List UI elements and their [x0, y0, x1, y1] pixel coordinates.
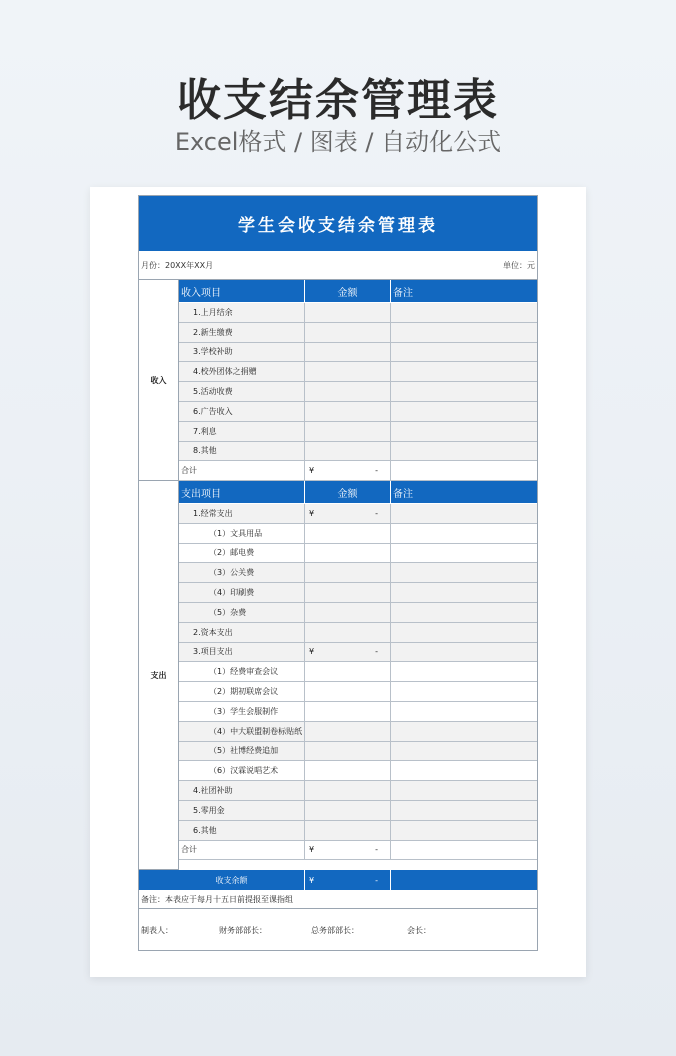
sheet-header: 学生会收支结余管理表 [139, 196, 537, 251]
expense-item-remark[interactable] [391, 662, 537, 681]
income-item-label: 8.其他 [179, 442, 305, 461]
expense-item-label: 3.项目支出 [179, 643, 305, 662]
income-item-remark[interactable] [391, 402, 537, 421]
expense-item-remark[interactable] [391, 841, 537, 860]
income-row [179, 303, 537, 323]
expense-item-remark[interactable] [391, 722, 537, 741]
expense-row [179, 544, 537, 564]
expense-row [179, 722, 537, 742]
expense-item-remark[interactable] [391, 702, 537, 721]
expense-item-amount[interactable] [305, 643, 391, 662]
income-item-label: 4.校外团体之捐赠 [179, 362, 305, 381]
unit-label: 单位：元 [503, 260, 535, 270]
expense-row [179, 821, 537, 841]
expense-item-remark[interactable] [391, 742, 537, 761]
income-item-amount[interactable] [305, 343, 391, 362]
expense-item-label: （3）学生会服制作 [179, 702, 305, 721]
expense-column-header: 支出项目 [179, 481, 305, 503]
expense-item-amount[interactable] [305, 583, 391, 602]
income-item-remark[interactable] [391, 362, 537, 381]
expense-row [179, 623, 537, 643]
expense-item-label: （1）文具用品 [179, 524, 305, 543]
expense-item-remark[interactable] [391, 544, 537, 563]
expense-item-amount[interactable] [305, 801, 391, 820]
yen-symbol: ¥ [309, 647, 315, 657]
expense-item-remark[interactable] [391, 682, 537, 701]
income-item-amount[interactable] [305, 442, 391, 461]
income-item-amount[interactable] [305, 382, 391, 401]
signature-preparer: 制表人： [141, 925, 173, 935]
expense-item-label: （4）中大联盟制卷标贴纸 [179, 722, 305, 741]
balance-row [139, 870, 537, 890]
note-row: 备注：本表应于每月十五日前提报至课指组 [139, 890, 537, 909]
amount-dash: - [375, 845, 378, 855]
expense-item-amount[interactable] [305, 702, 391, 721]
income-item-label: 1.上月结余 [179, 303, 305, 322]
yen-symbol: ¥ [309, 845, 315, 855]
expense-item-label: 2.资本支出 [179, 623, 305, 642]
income-header-row [179, 280, 537, 303]
income-table [179, 280, 537, 481]
income-row [179, 323, 537, 343]
income-item-remark[interactable] [391, 303, 537, 322]
signature-general: 总务部部长： [311, 925, 359, 935]
income-item-label: 7.利息 [179, 422, 305, 441]
expense-item-remark[interactable] [391, 563, 537, 582]
income-item-label: 2.新生缴费 [179, 323, 305, 342]
income-row [179, 461, 537, 481]
amount-dash: - [375, 466, 378, 476]
expense-item-amount[interactable] [305, 544, 391, 563]
balance-dash: - [375, 875, 378, 885]
expense-item-amount[interactable] [305, 623, 391, 642]
expense-item-label: （4）印刷费 [179, 583, 305, 602]
expense-item-label: 5.零用金 [179, 801, 305, 820]
balance-yen: ¥ [309, 875, 315, 885]
expense-item-amount[interactable] [305, 504, 391, 523]
expense-row [179, 662, 537, 682]
expense-row [179, 841, 537, 861]
expense-item-label: （1）经费审查会议 [179, 662, 305, 681]
expense-table [179, 481, 537, 860]
yen-symbol: ¥ [309, 466, 315, 476]
expense-row [179, 761, 537, 781]
income-item-remark[interactable] [391, 343, 537, 362]
income-row [179, 382, 537, 402]
page-title: 收支结余管理表 [177, 75, 499, 126]
expense-item-remark[interactable] [391, 821, 537, 840]
expense-row [179, 643, 537, 663]
expense-item-label: （2）期初联席会议 [179, 682, 305, 701]
expense-column-header: 备注 [393, 488, 413, 500]
expense-item-label: 合计 [179, 841, 305, 860]
income-row [179, 402, 537, 422]
page-subtitle: Excel格式 / 图表 / 自动化公式 [174, 128, 502, 156]
income-item-amount[interactable] [305, 303, 391, 322]
income-item-remark[interactable] [391, 442, 537, 461]
expense-item-remark[interactable] [391, 761, 537, 780]
expense-row [179, 563, 537, 583]
expense-row [179, 603, 537, 623]
month-label: 月份：20XX年XX月 [141, 260, 214, 270]
expense-item-remark[interactable] [391, 524, 537, 543]
expense-item-remark[interactable] [391, 583, 537, 602]
expense-row [179, 524, 537, 544]
income-row [179, 422, 537, 442]
expense-item-remark[interactable] [391, 504, 537, 523]
expense-item-amount[interactable] [305, 603, 391, 622]
expense-item-amount[interactable] [305, 662, 391, 681]
income-item-amount[interactable] [305, 402, 391, 421]
expense-item-label: （5）社博经费追加 [179, 742, 305, 761]
signature-finance: 财务部部长： [219, 925, 267, 935]
expense-row [179, 801, 537, 821]
income-item-remark[interactable] [391, 382, 537, 401]
expense-row [179, 682, 537, 702]
income-item-amount[interactable] [305, 323, 391, 342]
expense-item-remark[interactable] [391, 643, 537, 662]
income-item-remark[interactable] [391, 422, 537, 441]
income-row [179, 343, 537, 363]
income-column-header: 收入项目 [179, 280, 305, 302]
expense-row [179, 583, 537, 603]
income-item-remark[interactable] [391, 461, 537, 480]
income-item-amount[interactable] [305, 362, 391, 381]
income-row [179, 362, 537, 382]
info-row [139, 251, 537, 280]
expense-item-amount[interactable] [305, 761, 391, 780]
balance-amount [305, 870, 391, 890]
signature-row [139, 909, 537, 951]
expense-item-amount[interactable] [305, 742, 391, 761]
expense-item-amount[interactable] [305, 563, 391, 582]
expense-item-amount[interactable] [305, 682, 391, 701]
expense-item-label: 6.其他 [179, 821, 305, 840]
expense-item-amount[interactable] [305, 781, 391, 800]
expense-row [179, 781, 537, 801]
expense-section-label: 支出 [139, 481, 179, 870]
expense-column-header: 金额 [305, 481, 391, 503]
amount-dash: - [375, 508, 378, 518]
income-column-header: 备注 [393, 287, 413, 299]
expense-item-label: （3）公关费 [179, 563, 305, 582]
amount-dash: - [375, 647, 378, 657]
expense-row [179, 702, 537, 722]
expense-row [179, 504, 537, 524]
expense-item-remark[interactable] [391, 623, 537, 642]
income-column-header: 金额 [305, 280, 391, 302]
income-item-label: 6.广告收入 [179, 402, 305, 421]
expense-item-remark[interactable] [391, 603, 537, 622]
expense-header-row [179, 481, 537, 504]
yen-symbol: ¥ [309, 508, 315, 518]
expense-item-amount[interactable] [305, 841, 391, 860]
balance-label: 收支余额 [139, 870, 305, 890]
signature-president: 会长： [407, 925, 431, 935]
expense-row [179, 742, 537, 762]
income-item-label: 5.活动收费 [179, 382, 305, 401]
income-item-amount[interactable] [305, 422, 391, 441]
expense-item-label: 1.经常支出 [179, 504, 305, 523]
income-item-remark[interactable] [391, 323, 537, 342]
expense-item-label: 4.社团补助 [179, 781, 305, 800]
expense-item-remark[interactable] [391, 801, 537, 820]
expense-item-label: （5）杂费 [179, 603, 305, 622]
income-row [179, 442, 537, 462]
expense-item-amount[interactable] [305, 722, 391, 741]
income-item-label: 3.学校补助 [179, 343, 305, 362]
expense-item-amount[interactable] [305, 524, 391, 543]
expense-item-amount[interactable] [305, 821, 391, 840]
expense-item-remark[interactable] [391, 781, 537, 800]
income-item-amount[interactable] [305, 461, 391, 480]
income-item-label: 合计 [179, 461, 305, 480]
sheet-card [90, 187, 586, 977]
expense-item-label: （2）邮电费 [179, 544, 305, 563]
income-section-label: 收入 [139, 280, 179, 481]
spreadsheet [138, 195, 538, 951]
expense-item-label: （6）汉霖说唱艺术 [179, 761, 305, 780]
